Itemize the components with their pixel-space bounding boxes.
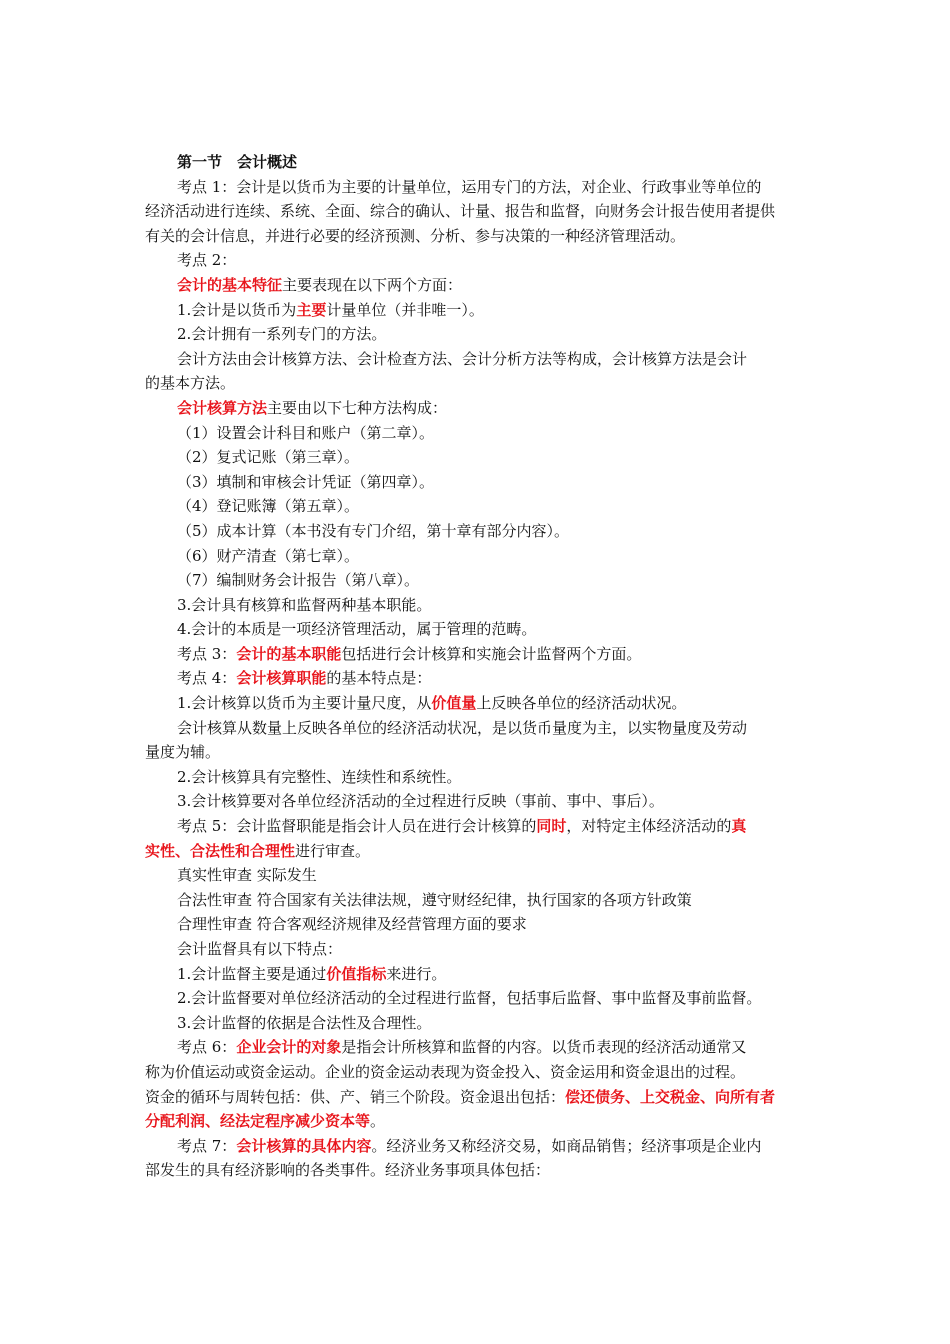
section-title: 第一节 会计概述 bbox=[177, 153, 298, 171]
point6-line3 bbox=[145, 1085, 813, 1110]
method-item: （3）填制和审核会计凭证（第四章）。 bbox=[177, 472, 435, 491]
review-legality: 合法性审查 符合国家有关法律法规，遵守财经纪律，执行国家的各项方针政策 bbox=[177, 890, 692, 909]
point7-line1 bbox=[145, 1134, 813, 1159]
highlight-term: 企业会计的对象 bbox=[236, 1038, 342, 1057]
point2-item4: 4.会计的本质是一项经济管理活动，属于管理的范畴。 bbox=[177, 620, 537, 639]
text-span: 是指会计所核算和监督的内容。以货币表现的经济活动通常又 bbox=[341, 1038, 747, 1057]
text-span: 主要由以下七种方法构成： bbox=[267, 398, 448, 417]
method-item: （6）财产清查（第七章）。 bbox=[177, 546, 360, 565]
methods-note-line2: 的基本方法。 bbox=[145, 374, 236, 393]
accounting-methods-intro bbox=[145, 396, 813, 421]
method-item: （2）复式记账（第三章）。 bbox=[177, 448, 360, 467]
review-authenticity: 真实性审查 实际发生 bbox=[177, 866, 317, 885]
text-span: 考点 6： bbox=[177, 1038, 237, 1057]
highlight-term: 实性、合法性和合理性 bbox=[145, 841, 296, 860]
point5-line2 bbox=[145, 839, 813, 864]
highlight-term: 会计的基本特征 bbox=[177, 275, 283, 294]
point4-item2: 2.会计核算具有完整性、连续性和系统性。 bbox=[177, 767, 462, 786]
point5-item1 bbox=[145, 962, 813, 987]
text-span: 1.会计核算以货币为主要计量尺度，从 bbox=[177, 694, 432, 713]
point1-line2: 经济活动进行连续、系统、全面、综合的确认、计量、报告和监督，向财务会计报告使用者提供 bbox=[145, 202, 776, 221]
highlight-term: 会计核算职能 bbox=[236, 669, 327, 688]
text-span: 上反映各单位的经济活动状况。 bbox=[476, 694, 687, 713]
point2-feature-intro bbox=[145, 273, 813, 298]
point6-line1 bbox=[145, 1035, 813, 1060]
supervision-features-intro: 会计监督具有以下特点： bbox=[177, 940, 343, 958]
point4-note-line1: 会计核算从数量上反映各单位的经济活动状况，是以货币量度为主，以实物量度及劳动 bbox=[177, 718, 748, 737]
point4-item1 bbox=[145, 691, 813, 716]
document-body bbox=[145, 150, 813, 1183]
text-span: 来进行。 bbox=[386, 964, 447, 983]
point4-item3: 3.会计核算要对各单位经济活动的全过程进行反映（事前、事中、事后）。 bbox=[177, 792, 664, 811]
highlight-term: 会计核算方法 bbox=[177, 398, 268, 417]
point5-item2: 2.会计监督要对单位经济活动的全过程进行监督，包括事后监督、事中监督及事前监督。 bbox=[177, 989, 762, 1008]
method-item: （7）编制财务会计报告（第八章）。 bbox=[177, 571, 420, 590]
text-span: 考点 3： bbox=[177, 644, 237, 663]
point2-item1 bbox=[145, 298, 813, 323]
point5-item3: 3.会计监督的依据是合法性及合理性。 bbox=[177, 1013, 432, 1032]
highlight-term: 主要 bbox=[296, 300, 327, 319]
highlight-term: 会计的基本职能 bbox=[236, 644, 342, 663]
point2-heading: 考点 2： bbox=[177, 251, 237, 270]
review-reasonableness: 合理性审查 符合客观经济规律及经营管理方面的要求 bbox=[177, 915, 527, 934]
point2-item2: 2.会计拥有一系列专门的方法。 bbox=[177, 325, 387, 344]
point1-line1: 考点 1：会计是以货币为主要的计量单位，运用专门的方法，对企业、行政事业等单位的 bbox=[177, 177, 762, 196]
point6-line2: 称为价值运动或资金运动。企业的资金运动表现为资金投入、资金运用和资金退出的过程。 bbox=[145, 1062, 746, 1081]
text-span: 进行审查。 bbox=[295, 841, 371, 860]
point4-heading bbox=[145, 666, 813, 691]
highlight-term: 价值指标 bbox=[326, 964, 387, 983]
method-item: （1）设置会计科目和账户（第二章）。 bbox=[177, 423, 435, 442]
point7-line2: 部发生的具有经济影响的各类事件。经济业务事项具体包括： bbox=[145, 1161, 551, 1180]
text-span: 考点 4： bbox=[177, 669, 237, 688]
text-span: 主要表现在以下两个方面： bbox=[282, 275, 463, 294]
point5-line1 bbox=[145, 814, 813, 839]
highlight-term: 偿还债务、上交税金、向所有者 bbox=[565, 1087, 776, 1106]
text-span: 1.会计监督主要是通过 bbox=[177, 964, 327, 983]
method-item: （5）成本计算（本书没有专门介绍，第十章有部分内容）。 bbox=[177, 521, 570, 540]
text-span: 考点 7： bbox=[177, 1136, 237, 1155]
highlight-term: 真 bbox=[731, 817, 747, 836]
point6-line4 bbox=[145, 1109, 813, 1134]
text-span: ，对特定主体经济活动的 bbox=[566, 817, 732, 836]
highlight-term: 同时 bbox=[536, 817, 567, 836]
highlight-term: 分配利润、经法定程序减少资本等 bbox=[145, 1112, 371, 1131]
text-span: 。 bbox=[370, 1112, 386, 1131]
point4-note-line2: 量度为辅。 bbox=[145, 743, 221, 762]
method-item: （4）登记账簿（第五章）。 bbox=[177, 497, 360, 516]
highlight-term: 价值量 bbox=[431, 694, 477, 713]
text-span: 考点 5：会计监督职能是指会计人员在进行会计核算的 bbox=[177, 817, 537, 836]
text-span: 资金的循环与周转包括：供、产、销三个阶段。资金退出包括： bbox=[145, 1087, 566, 1106]
point3 bbox=[145, 642, 813, 667]
highlight-term: 会计核算的具体内容 bbox=[236, 1136, 372, 1155]
point2-item3: 3.会计具有核算和监督两种基本职能。 bbox=[177, 595, 432, 614]
text-span: 包括进行会计核算和实施会计监督两个方面。 bbox=[341, 644, 642, 663]
text-span: 计量单位（并非唯一）。 bbox=[326, 300, 484, 319]
text-span: 的基本特点是： bbox=[326, 669, 432, 688]
methods-note-line1: 会计方法由会计核算方法、会计检查方法、会计分析方法等构成，会计核算方法是会计 bbox=[177, 349, 748, 368]
text-span: 1.会计是以货币为 bbox=[177, 300, 297, 319]
point1-line3: 有关的会计信息，并进行必要的经济预测、分析、参与决策的一种经济管理活动。 bbox=[145, 226, 686, 245]
text-span: 。经济业务又称经济交易，如商品销售；经济事项是企业内 bbox=[371, 1136, 762, 1155]
